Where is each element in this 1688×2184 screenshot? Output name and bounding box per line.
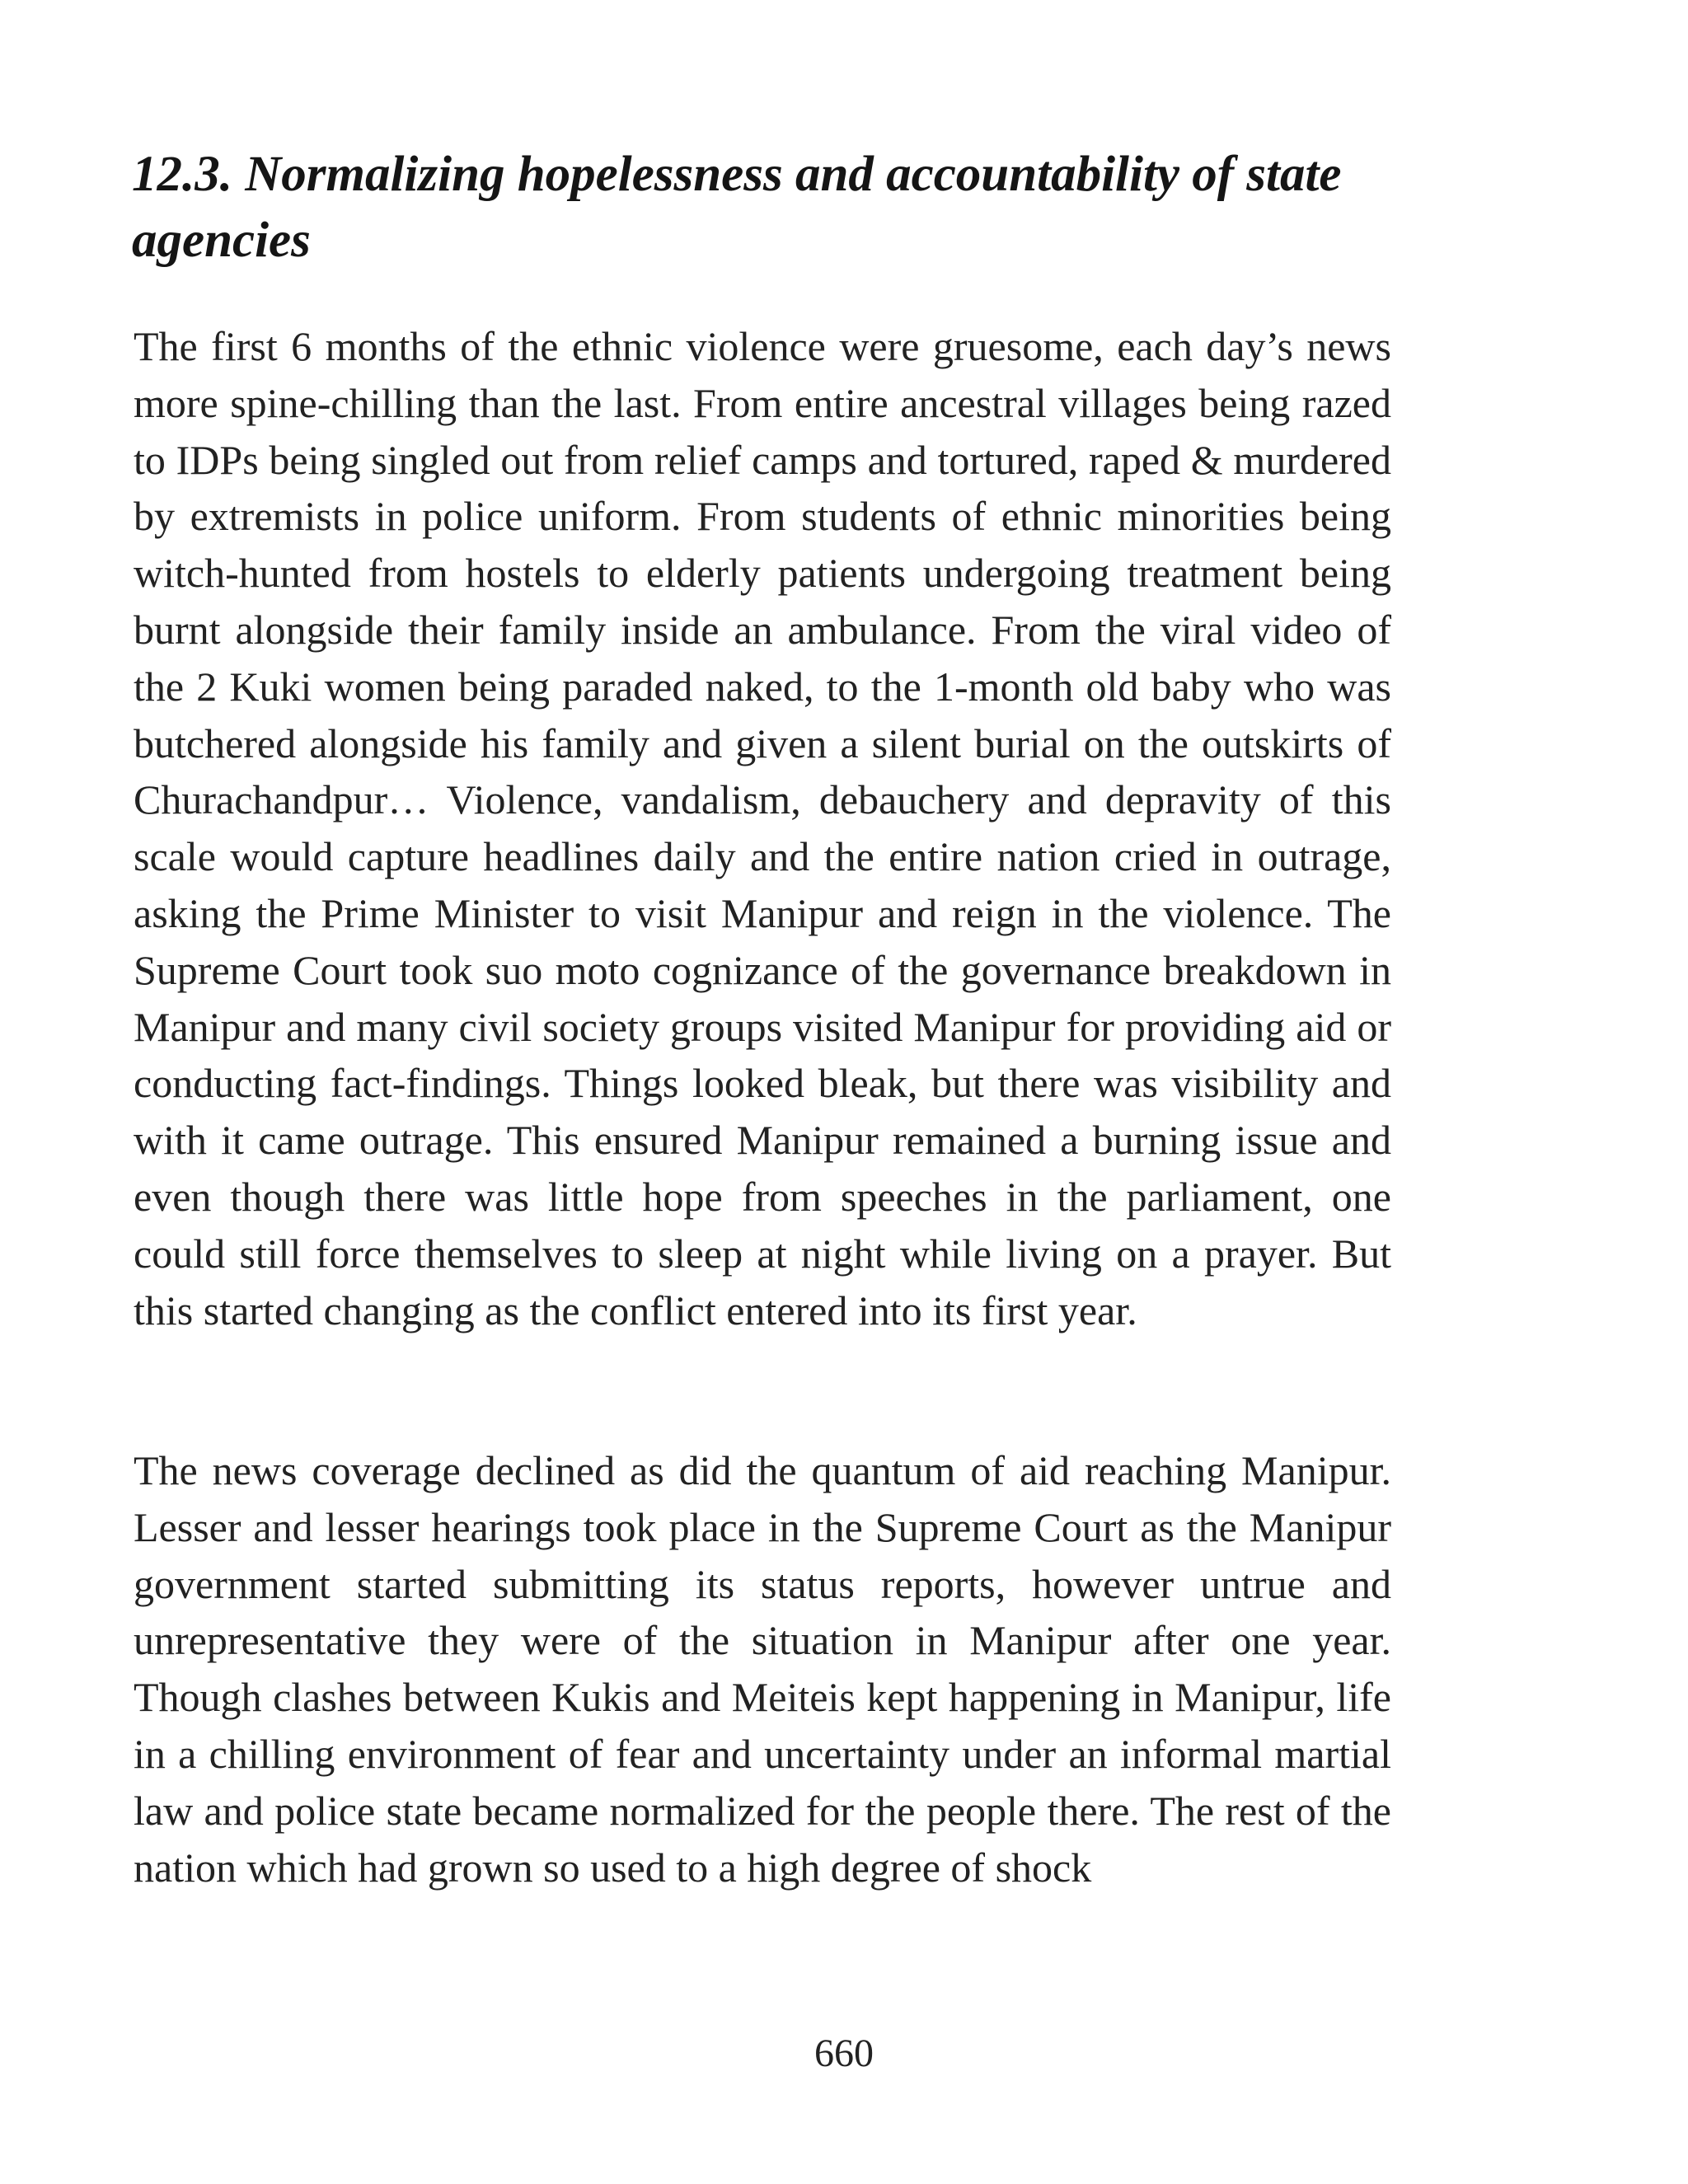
body-paragraph-2: The news coverage declined as did the quantum of aid reaching Manipur. Lesser and lesser hearings took place in the Supreme Court as the Manipur government started submitting its status reports, however untrue and unrepresentative they were of the situation in Manipur after one year. Though clashes between Kukis and Meiteis kept happening in Manipur, life in a chilling environment of fear and uncertainty under an informal martial law and police state became normalized for the people there. The rest of the nation which had grown so used to a high degree of shock <box>134 1447 1391 1891</box>
page-number: 660 <box>814 2032 874 2075</box>
section-heading: 12.3. Normalizing hopelessness and accountability of state agencies <box>132 147 1342 268</box>
body-paragraph-1: The first 6 months of the ethnic violence were gruesome, each day’s news more spine-chilling than the last. From entire ancestral villages being razed to IDPs being singled out from relief camps and tortured, raped & murdered by extremists in police uniform. From students of ethnic minorities being witch-hunted from hostels to elderly patients undergoing treatment being burnt alongside their family inside an ambulance. From the viral video of the 2 Kuki women being paraded naked, to the 1-month old baby who was butchered alongside his family and given a silent burial on the outskirts of Churachandpur… Violence, vandalism, debauchery and depravity of this scale would capture headlines daily and the entire nation cried in outrage, asking the Prime Minister to visit Manipur and reign in the violence. The Supreme Court took suo moto cognizance of the governance breakdown in Manipur and many civil society groups visited Manipur for providing aid or conducting fact-findings. Things looked bleak, but there was visibility and with it came outrage. This ensured Manipur remained a burning issue and even though there was little hope from speeches in the parliament, one could still force themselves to sleep at night while living on a prayer. But this started changing as the conflict entered into its first year. <box>134 323 1391 1333</box>
